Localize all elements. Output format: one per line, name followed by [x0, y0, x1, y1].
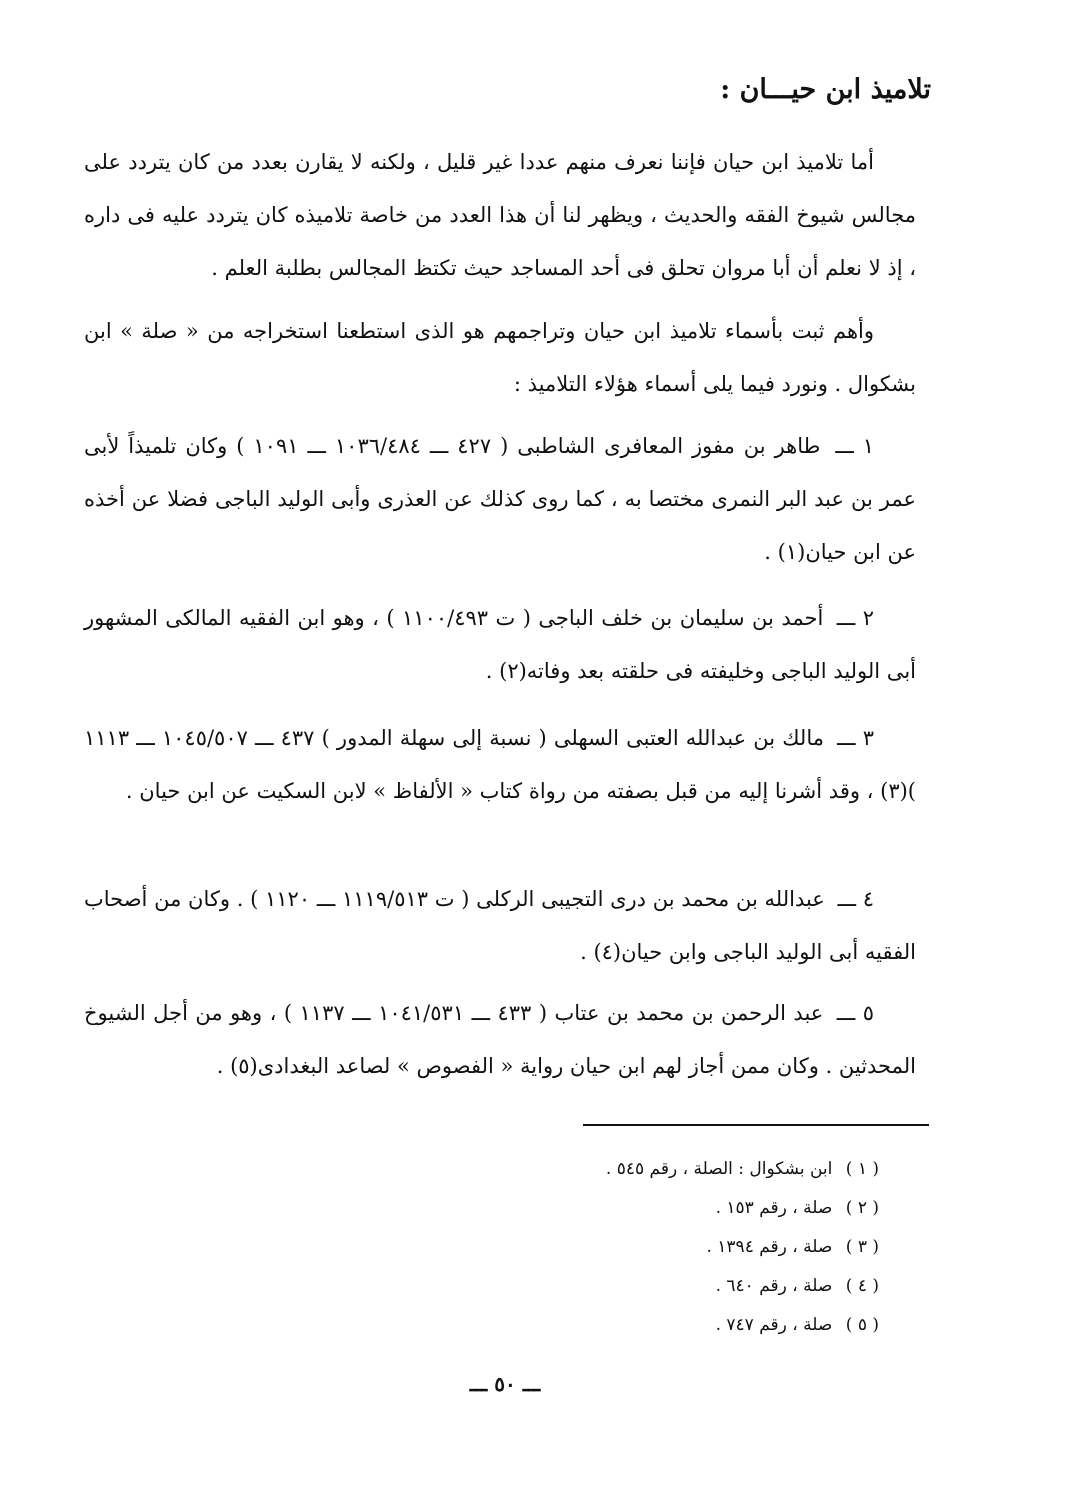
footnote-text: صلة ، رقم ١٥٣ .: [715, 1198, 833, 1218]
footnote-divider: [583, 1124, 929, 1126]
student-entry: [84, 987, 916, 1093]
footnote-item: [379, 1267, 879, 1306]
footnote-text: صلة ، رقم ٧٤٧ .: [715, 1315, 833, 1335]
entry-number: ٣ ـــ: [837, 726, 874, 750]
intro-paragraph: أما تلاميذ ابن حيان فإننا نعرف منهم عددا غير قليل ، ولكنه لا يقارن بعدد من كان يتردد على مجالس شيوخ الفقه والحديث ، ويظهر لنا أن هذا العدد من خاصة تلاميذه كان يتردد عليه فى داره ، إذ لا نعلم أن أبا مروان تحلق فى أحد المساجد حيث تكتظ المجالس بطلبة العلم .: [84, 150, 916, 280]
footnote-item: [379, 1189, 879, 1228]
entry-text: عبدالله بن محمد بن درى التجيبى الركلى ( ت ١١١٩/٥١٣ ـــ ١١٢٠ ) . وكان من أصحاب الفقيه أبى الوليد الباجى وابن حيان(٤) .: [84, 887, 916, 964]
footnote-number: ( ١ ): [845, 1159, 879, 1179]
student-entry: [84, 712, 916, 818]
footnote-number: ( ٢ ): [845, 1198, 879, 1218]
section-heading: تلاميذ ابن حيـــان :: [720, 74, 931, 105]
page-number: ـــ ٥٠ ـــ: [469, 1372, 541, 1396]
footnote-item: [379, 1150, 879, 1189]
entry-text: مالك بن عبدالله العتبى السهلى ( نسبة إلى سهلة المدور ) ٤٣٧ ـــ ١٠٤٥/٥٠٧ ـــ ١١١٣ )(٣) ، وقد أشرنا إليه من قبل بصفته من رواة كتاب « الألفاظ » لابن السكيت عن ابن حيان .: [84, 726, 916, 803]
entry-text: أحمد بن سليمان بن خلف الباجى ( ت ١١٠٠/٤٩٣ ) ، وهو ابن الفقيه المالكى المشهور أبى الوليد الباجى وخليفته فى حلقته بعد وفاته(٢) .: [84, 606, 916, 683]
entry-number: ٤ ـــ: [837, 887, 875, 911]
footnote-item: [379, 1228, 879, 1267]
footnote-text: صلة ، رقم ١٣٩٤ .: [706, 1237, 833, 1257]
student-entry: [84, 592, 916, 698]
entry-number: ١ ـــ: [835, 434, 874, 458]
footnote-item: [379, 1306, 879, 1345]
entry-text: طاهر بن مفوز المعافرى الشاطبى ( ٤٢٧ ـــ ١٠٣٦/٤٨٤ ـــ ١٠٩١ ) وكان تلميذاً لأبى عمر بن عبد البر النمرى مختصا به ، كما روى كذلك عن العذرى وأبى الوليد الباجى فضلا عن أخذه عن ابن حيان(١) .: [84, 434, 916, 564]
sources-paragraph: وأهم ثبت بأسماء تلاميذ ابن حيان وتراجمهم هو الذى استطعنا استخراجه من « صلة » ابن بشكوال . ونورد فيما يلى أسماء هؤلاء التلاميذ :: [84, 319, 916, 396]
footnotes-list: [379, 1150, 879, 1345]
footnote-text: ابن بشكوال : الصلة ، رقم ٥٤٥ .: [605, 1159, 833, 1179]
entry-number: ٢ ـــ: [836, 606, 874, 630]
footnote-number: ( ٣ ): [845, 1237, 879, 1257]
entry-text: عبد الرحمن بن محمد بن عتاب ( ٤٣٣ ـــ ١٠٤١/٥٣١ ـــ ١١٣٧ ) ، وهو من أجل الشيوخ المحدثين . وكان ممن أجاز لهم ابن حيان رواية « الفصوص » لصاعد البغدادى(٥) .: [84, 1001, 916, 1078]
footnote-number: ( ٥ ): [845, 1315, 879, 1335]
student-entry: [84, 420, 916, 579]
footnote-text: صلة ، رقم ٦٤٠ .: [715, 1276, 833, 1296]
entry-number: ٥ ـــ: [836, 1001, 875, 1025]
student-entry: [84, 873, 916, 979]
footnote-number: ( ٤ ): [845, 1276, 879, 1296]
